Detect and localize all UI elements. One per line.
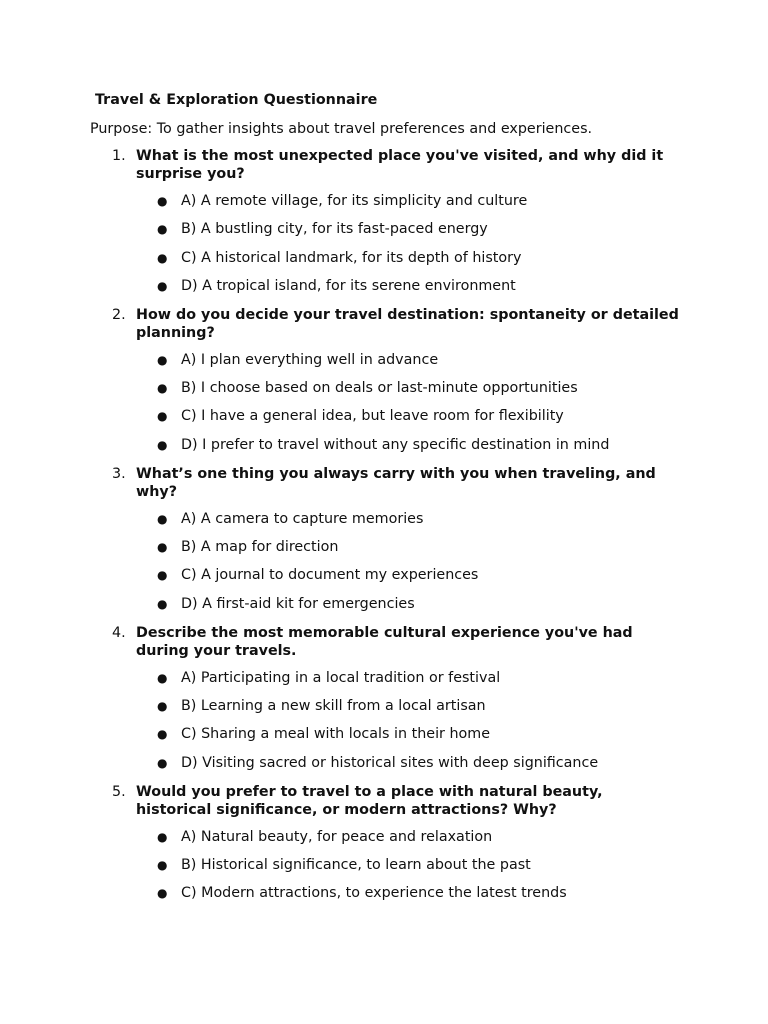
option-item (0, 406, 768, 426)
option-text: B) Learning a new skill from a local artisan (181, 697, 486, 714)
option-text: B) Historical significance, to learn about the past (181, 856, 531, 873)
option-text: B) A map for direction (181, 539, 339, 556)
option-item (0, 827, 768, 847)
option-item (0, 378, 768, 398)
bullet-icon: ● (157, 857, 168, 872)
bullet-icon: ● (157, 352, 168, 367)
option-item (0, 724, 768, 744)
question-item (0, 465, 768, 614)
purpose-statement: Purpose: To gather insights about travel preferences and experiences. (90, 121, 593, 137)
option-text: D) I prefer to travel without any specific destination in mind (181, 436, 610, 453)
option-text: D) A tropical island, for its serene environment (181, 277, 516, 294)
question-list (0, 147, 768, 913)
option-text: C) I have a general idea, but leave room for flexibility (181, 408, 564, 425)
bullet-icon: ● (157, 194, 168, 208)
option-list (0, 191, 768, 296)
option-text: D) A first-aid kit for emergencies (181, 595, 415, 612)
bullet-icon: ● (157, 698, 168, 713)
option-list (0, 509, 768, 614)
bullet-icon: ● (157, 409, 168, 424)
option-list (0, 827, 768, 904)
bullet-icon: ● (157, 278, 168, 293)
option-text: A) Natural beauty, for peace and relaxation (181, 828, 493, 845)
option-item (0, 753, 768, 773)
question-item (0, 783, 768, 904)
option-item (0, 883, 768, 903)
bullet-icon: ● (157, 568, 168, 583)
bullet-icon: ● (157, 755, 168, 770)
option-item (0, 696, 768, 716)
option-item (0, 435, 768, 455)
bullet-icon: ● (157, 222, 168, 237)
question-number: 5. (112, 783, 126, 800)
question-item (0, 147, 768, 296)
bullet-icon: ● (157, 437, 168, 452)
bullet-icon: ● (157, 886, 168, 901)
question-text: Describe the most memorable cultural experience you've had during your travels. (136, 624, 633, 659)
option-text: B) I choose based on deals or last-minute opportunities (181, 380, 578, 397)
bullet-icon: ● (157, 540, 168, 555)
question-text: What’s one thing you always carry with you when traveling, and why? (136, 465, 656, 500)
question-number: 4. (112, 624, 126, 641)
option-item (0, 350, 768, 370)
bullet-icon: ● (157, 381, 168, 396)
option-item (0, 191, 768, 211)
question-text: What is the most unexpected place you've visited, and why did it surprise you? (136, 148, 664, 182)
option-item (0, 565, 768, 585)
option-item (0, 668, 768, 688)
option-text: A) Participating in a local tradition or festival (181, 669, 501, 686)
option-text: A) A remote village, for its simplicity and culture (181, 193, 528, 209)
option-item (0, 855, 768, 875)
option-list (0, 350, 768, 455)
option-text: C) Modern attractions, to experience the latest trends (181, 885, 567, 902)
question-number: 3. (112, 465, 126, 482)
question-text: Would you prefer to travel to a place with natural beauty, historical significance, or modern attractions? Why? (136, 783, 603, 818)
option-text: C) A historical landmark, for its depth of history (181, 249, 522, 266)
question-item (0, 624, 768, 773)
option-text: A) I plan everything well in advance (181, 351, 439, 368)
option-item (0, 594, 768, 614)
option-list (0, 668, 768, 773)
option-text: B) A bustling city, for its fast-paced energy (181, 221, 488, 238)
question-text: How do you decide your travel destination: spontaneity or detailed planning? (136, 306, 679, 341)
option-item (0, 219, 768, 239)
bullet-icon: ● (157, 596, 168, 611)
question-number: 1. (112, 148, 126, 164)
question-item (0, 306, 768, 455)
bullet-icon: ● (157, 511, 168, 526)
bullet-icon: ● (157, 829, 168, 844)
option-text: A) A camera to capture memories (181, 510, 424, 527)
option-item (0, 509, 768, 529)
option-text: D) Visiting sacred or historical sites with deep significance (181, 754, 599, 771)
option-item (0, 537, 768, 557)
bullet-icon: ● (157, 250, 168, 265)
bullet-icon: ● (157, 727, 168, 742)
option-text: C) A journal to document my experiences (181, 567, 479, 584)
option-text: C) Sharing a meal with locals in their home (181, 726, 490, 743)
option-item (0, 276, 768, 296)
bullet-icon: ● (157, 670, 168, 685)
question-number: 2. (112, 306, 126, 323)
document-title: Travel & Exploration Questionnaire (95, 92, 378, 108)
option-item (0, 248, 768, 268)
